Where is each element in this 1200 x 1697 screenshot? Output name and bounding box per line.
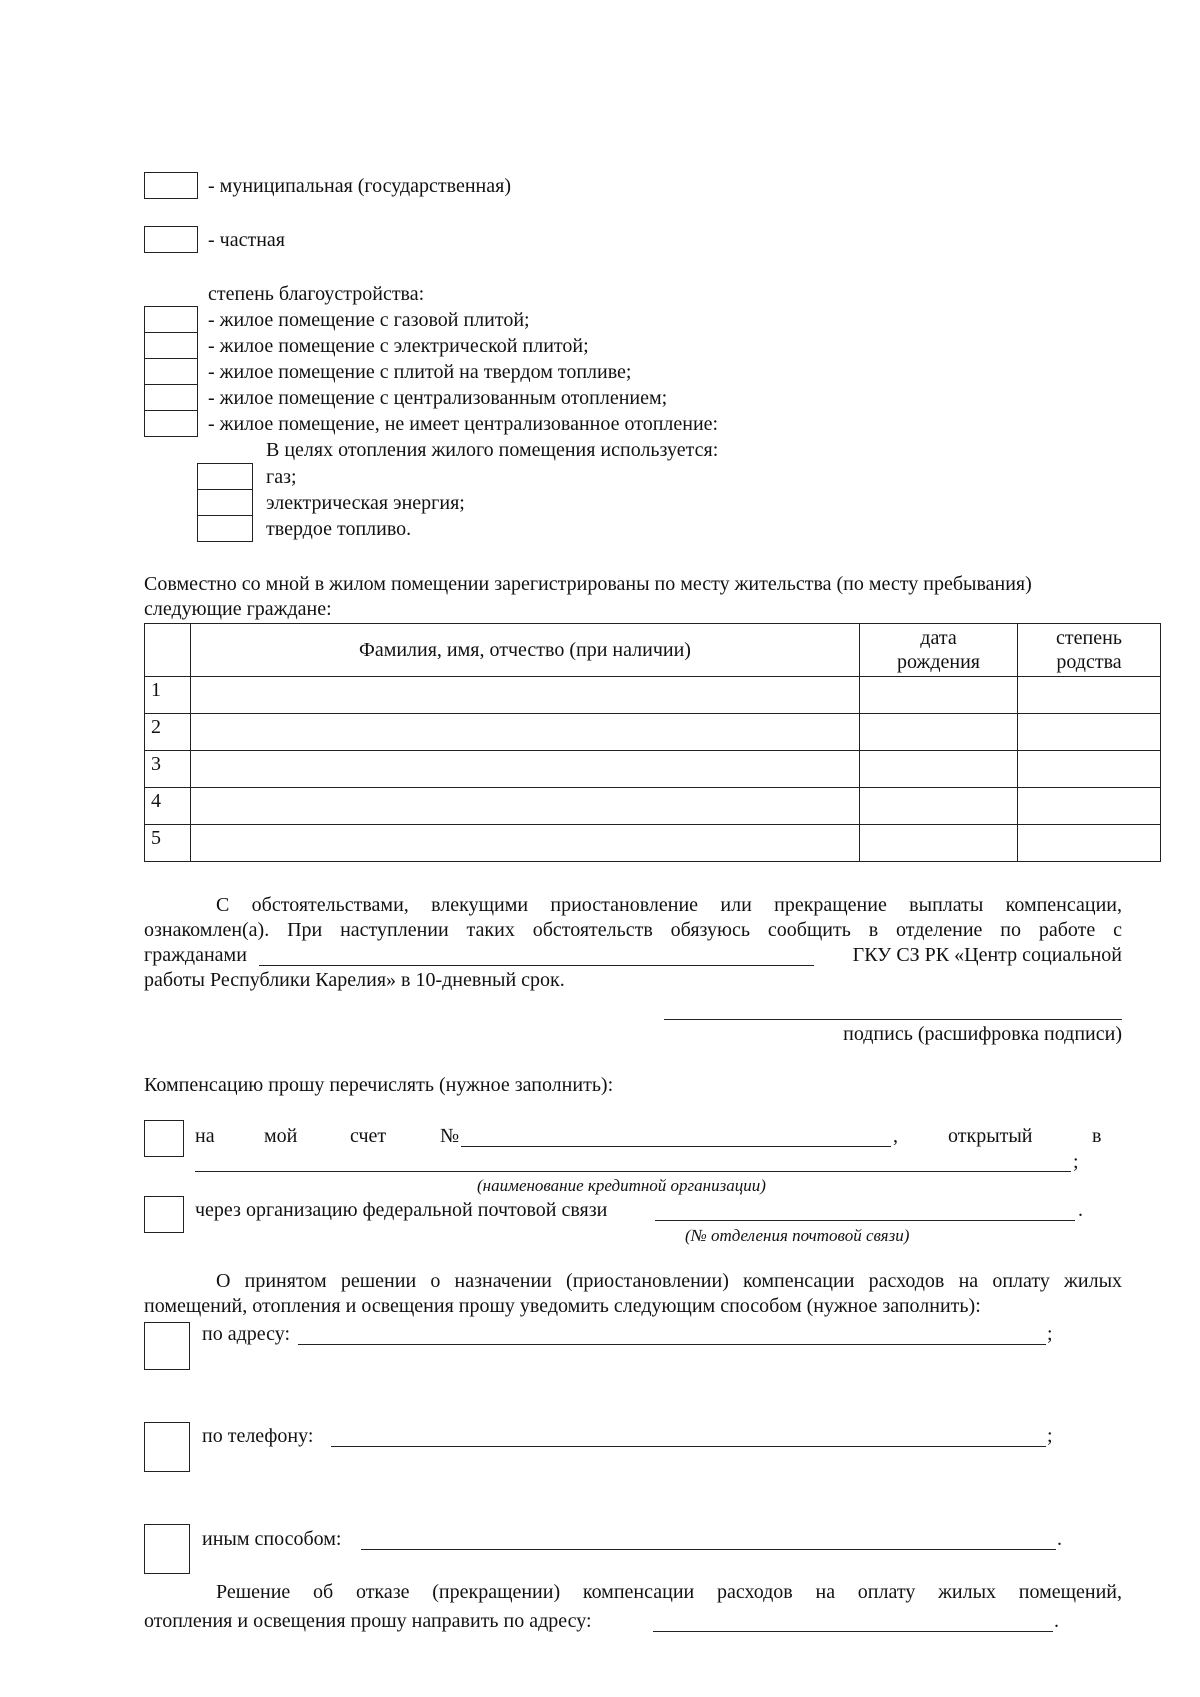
- amenity-item: - жилое помещение с электрической плитой;: [208, 335, 589, 357]
- account-opened: открытый: [948, 1125, 1033, 1147]
- header-rel-line1: степень: [1056, 627, 1122, 649]
- account-number-sign: №: [440, 1125, 460, 1147]
- header-dob: [860, 624, 1018, 677]
- notification-line2: помещений, отопления и освещения прошу уведомить следующим способом (нужное заполнить):: [144, 1295, 981, 1317]
- refusal-address-line[interactable]: [653, 1631, 1053, 1632]
- header-number: [145, 624, 191, 677]
- notify-phone-label: по телефону:: [202, 1425, 314, 1447]
- signature-line[interactable]: [664, 1019, 1122, 1020]
- post-caption: (№ отделения почтовой связи): [685, 1226, 910, 1245]
- post-label: через организацию федеральной почтовой связи: [195, 1199, 608, 1221]
- checkbox-heating-electric[interactable]: [197, 489, 253, 516]
- cell-dob[interactable]: [860, 714, 1018, 751]
- checkbox-heating-solid[interactable]: [197, 515, 253, 542]
- heating-item: твердое топливо.: [266, 518, 412, 540]
- notify-address-semicolon: ;: [1047, 1323, 1053, 1345]
- refusal-period: .: [1054, 1610, 1059, 1632]
- checkbox-notify-address[interactable]: [144, 1322, 190, 1370]
- row-number: 5: [145, 825, 191, 862]
- header-rel-line2: родства: [1056, 651, 1122, 673]
- checkbox-post-office[interactable]: [144, 1196, 184, 1233]
- amenity-item: - жилое помещение с централизованным отоплением;: [208, 387, 668, 409]
- checkbox-no-central-heating[interactable]: [144, 410, 198, 437]
- circumstances-line4: работы Республики Карелия» в 10-дневный срок.: [144, 969, 565, 991]
- header-relationship: [1018, 624, 1161, 677]
- checkbox-central-heating[interactable]: [144, 384, 198, 411]
- account-word-schet: счет: [350, 1125, 387, 1147]
- circumstances-line3-end: ГКУ СЗ РК «Центр социальной: [852, 944, 1122, 966]
- cell-dob[interactable]: [860, 751, 1018, 788]
- notify-other-label: иным способом:: [202, 1528, 342, 1550]
- checkbox-private[interactable]: [144, 226, 198, 253]
- row-number: 3: [145, 751, 191, 788]
- notify-other-line[interactable]: [361, 1549, 1056, 1550]
- notify-address-line[interactable]: [298, 1344, 1046, 1345]
- cell-dob[interactable]: [860, 677, 1018, 714]
- cell-relationship[interactable]: [1018, 751, 1161, 788]
- refusal-line2: отопления и освещения прошу направить по адресу:: [144, 1610, 592, 1632]
- amenity-item: - жилое помещение с газовой плитой;: [208, 309, 530, 331]
- heating-title: В целях отопления жилого помещения используется:: [266, 439, 719, 461]
- cell-name[interactable]: [191, 714, 860, 751]
- cell-relationship[interactable]: [1018, 825, 1161, 862]
- account-word-na: на: [195, 1125, 215, 1147]
- checkbox-solid-fuel-stove[interactable]: [144, 358, 198, 385]
- table-row: [145, 677, 1161, 714]
- circumstances-line3-start: гражданами: [144, 944, 247, 966]
- account-in: в: [1092, 1125, 1102, 1147]
- cell-name[interactable]: [191, 751, 860, 788]
- department-line[interactable]: [259, 965, 814, 966]
- account-word-moy: мой: [264, 1125, 298, 1147]
- bank-name-line[interactable]: [195, 1171, 1071, 1172]
- header-dob-line2: рождения: [897, 651, 980, 673]
- table-header-row: [145, 624, 1161, 677]
- row-number: 2: [145, 714, 191, 751]
- notify-other-period: .: [1057, 1528, 1062, 1550]
- table-row: [145, 825, 1161, 862]
- table-row: [145, 751, 1161, 788]
- residents-table: [144, 623, 1161, 862]
- row-number: 4: [145, 788, 191, 825]
- heating-item: газ;: [266, 466, 297, 488]
- municipal-label: - муниципальная (государственная): [208, 175, 511, 197]
- amenities-title: степень благоустройства:: [208, 283, 425, 305]
- bank-caption: (наименование кредитной организации): [477, 1176, 766, 1195]
- signature-caption: подпись (расшифровка подписи): [843, 1023, 1122, 1045]
- checkbox-bank-account[interactable]: [144, 1120, 184, 1157]
- header-name: Фамилия, имя, отчество (при наличии): [191, 624, 860, 677]
- notify-phone-line[interactable]: [331, 1446, 1046, 1447]
- post-office-line[interactable]: [655, 1220, 1075, 1221]
- post-period: .: [1078, 1199, 1083, 1221]
- payment-title: Компенсацию прошу перечислять (нужное заполнить):: [144, 1074, 614, 1096]
- account-number-line[interactable]: [461, 1146, 891, 1147]
- checkbox-gas-stove[interactable]: [144, 306, 198, 333]
- notify-phone-semicolon: ;: [1047, 1425, 1053, 1447]
- circumstances-line2: ознакомлен(а). При наступлении таких обстоятельств обязуюсь сообщить в отделение по работе с: [144, 919, 1122, 941]
- row-number: 1: [145, 677, 191, 714]
- refusal-line1: Решение об отказе (прекращении) компенсации расходов на оплату жилых помещений,: [216, 1581, 1122, 1603]
- residents-intro-2: следующие граждане:: [144, 598, 332, 620]
- checkbox-notify-other[interactable]: [144, 1524, 190, 1574]
- heating-item: электрическая энергия;: [266, 492, 465, 514]
- header-dob-line1: дата: [920, 627, 957, 649]
- amenity-item: - жилое помещение с плитой на твердом топливе;: [208, 361, 632, 383]
- cell-relationship[interactable]: [1018, 677, 1161, 714]
- table-row: [145, 714, 1161, 751]
- residents-intro: Совместно со мной в жилом помещении зарегистрированы по месту жительства (по месту пребывания): [144, 573, 1032, 595]
- amenity-item: - жилое помещение, не имеет централизованное отопление:: [208, 413, 719, 435]
- table-row: [145, 788, 1161, 825]
- cell-dob[interactable]: [860, 825, 1018, 862]
- cell-dob[interactable]: [860, 788, 1018, 825]
- cell-relationship[interactable]: [1018, 788, 1161, 825]
- checkbox-municipal[interactable]: [144, 172, 198, 199]
- notify-address-label: по адресу:: [202, 1323, 291, 1345]
- checkbox-heating-gas[interactable]: [197, 463, 253, 490]
- cell-relationship[interactable]: [1018, 714, 1161, 751]
- cell-name[interactable]: [191, 677, 860, 714]
- checkbox-notify-phone[interactable]: [144, 1422, 190, 1472]
- bank-semicolon: ;: [1073, 1151, 1079, 1173]
- account-comma: ,: [893, 1125, 898, 1147]
- checkbox-electric-stove[interactable]: [144, 332, 198, 359]
- cell-name[interactable]: [191, 825, 860, 862]
- private-label: - частная: [208, 229, 285, 251]
- notification-line1: О принятом решении о назначении (приостановлении) компенсации расходов на оплату жилых: [216, 1270, 1122, 1292]
- cell-name[interactable]: [191, 788, 860, 825]
- circumstances-line1: С обстоятельствами, влекущими приостановление или прекращение выплаты компенсации,: [216, 894, 1122, 916]
